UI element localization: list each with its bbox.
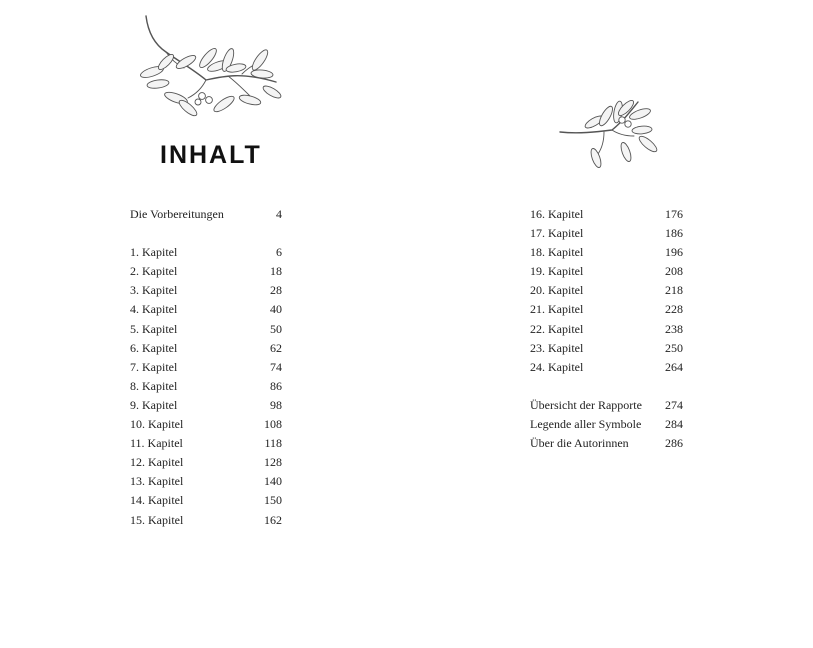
toc-entry-page: 128 [264, 455, 282, 470]
toc-entry-page: 98 [270, 397, 282, 412]
toc-entry-page: 176 [665, 207, 683, 221]
toc-entry[interactable] [130, 492, 282, 511]
toc-left-column [130, 206, 282, 531]
toc-entry-label: 12. Kapitel [130, 455, 184, 470]
toc-entry[interactable] [530, 397, 683, 416]
toc-entry-label: 16. Kapitel [530, 207, 584, 221]
toc-entry-label: 8. Kapitel [130, 378, 178, 393]
toc-entry[interactable] [130, 282, 282, 301]
toc-entry-page: 196 [665, 245, 683, 260]
toc-entry[interactable] [530, 263, 683, 282]
toc-entry-label: 9. Kapitel [130, 397, 178, 412]
toc-entry[interactable] [130, 454, 282, 473]
toc-entry-page: 6 [276, 245, 282, 260]
toc-entry[interactable] [130, 340, 282, 359]
toc-entry-page: 286 [665, 436, 683, 451]
toc-entry[interactable] [530, 225, 683, 244]
toc-entry[interactable] [530, 359, 683, 378]
toc-entry-page: 4 [276, 207, 282, 221]
toc-entry[interactable] [130, 206, 282, 225]
toc-entry-label: 11. Kapitel [130, 436, 183, 451]
toc-entry-label: 10. Kapitel [130, 417, 184, 432]
mistletoe-icon [560, 92, 664, 176]
toc-entry-label: 6. Kapitel [130, 340, 178, 355]
toc-entry-label: Legende aller Symbole [530, 417, 642, 432]
toc-entry[interactable] [130, 359, 282, 378]
toc-entry[interactable] [130, 321, 282, 340]
toc-entry-page: 118 [264, 436, 282, 451]
toc-entry-label: 7. Kapitel [130, 359, 178, 374]
toc-entry-label: 24. Kapitel [530, 359, 584, 374]
toc-entry[interactable] [130, 473, 282, 492]
toc-entry[interactable] [530, 244, 683, 263]
toc-entry-page: 218 [665, 283, 683, 298]
toc-entry-label: 17. Kapitel [530, 226, 584, 241]
toc-entry[interactable] [130, 512, 282, 531]
toc-entry-page: 18 [270, 264, 282, 279]
toc-entry-label: 19. Kapitel [530, 264, 584, 279]
toc-entry-page: 264 [665, 359, 683, 374]
toc-entry-label: 20. Kapitel [530, 283, 584, 298]
toc-entry-page: 86 [270, 378, 282, 393]
toc-entry-page: 162 [264, 512, 282, 527]
toc-entry[interactable] [130, 263, 282, 282]
toc-entry-page: 140 [264, 474, 282, 489]
page-title: INHALT [160, 141, 262, 169]
toc-entry-label: 15. Kapitel [130, 512, 184, 527]
toc-entry-label: 23. Kapitel [530, 340, 584, 355]
toc-entry-page: 238 [665, 321, 683, 336]
toc-entry[interactable] [130, 397, 282, 416]
toc-entry-page: 228 [665, 302, 683, 317]
toc-entry-page: 250 [665, 340, 683, 355]
toc-entry-page: 284 [665, 417, 683, 432]
toc-entry[interactable] [530, 206, 683, 225]
toc-entry-label: 13. Kapitel [130, 474, 184, 489]
toc-entry[interactable] [530, 282, 683, 301]
left-page [0, 0, 406, 648]
toc-entry-page: 50 [270, 321, 282, 336]
toc-entry-label: Über die Autorinnen [530, 436, 629, 451]
mistletoe-icon [132, 12, 282, 124]
toc-entry-page: 108 [264, 417, 282, 432]
toc-entry-label: 3. Kapitel [130, 283, 178, 298]
toc-entry[interactable] [130, 416, 282, 435]
toc-right-column [530, 206, 683, 454]
toc-entry[interactable] [530, 340, 683, 359]
toc-entry-page: 40 [270, 302, 282, 317]
toc-entry-label: 5. Kapitel [130, 321, 178, 336]
toc-entry-page: 186 [665, 226, 683, 241]
toc-entry-label: Übersicht der Rapporte [530, 397, 642, 412]
toc-entry[interactable] [130, 301, 282, 320]
toc-entry[interactable] [530, 301, 683, 320]
toc-entry-label: 4. Kapitel [130, 302, 178, 317]
toc-entry-label: 1. Kapitel [130, 245, 178, 260]
toc-entry-page: 150 [264, 493, 282, 508]
toc-entry-page: 274 [665, 397, 683, 412]
toc-entry-label: 18. Kapitel [530, 245, 584, 260]
toc-entry-label: Die Vorbereitungen [130, 207, 224, 221]
toc-entry-page: 74 [270, 359, 282, 374]
toc-entry[interactable] [530, 416, 683, 435]
right-page [406, 0, 813, 648]
toc-entry-label: 2. Kapitel [130, 264, 178, 279]
toc-entry-label: 14. Kapitel [130, 493, 184, 508]
toc-entry-label: 21. Kapitel [530, 302, 584, 317]
toc-entry[interactable] [530, 435, 683, 454]
toc-entry[interactable] [130, 378, 282, 397]
toc-entry-page: 28 [270, 283, 282, 298]
toc-entry[interactable] [130, 435, 282, 454]
toc-entry[interactable] [130, 244, 282, 263]
toc-spacer [530, 378, 683, 397]
toc-entry-page: 208 [665, 264, 683, 279]
toc-entry[interactable] [530, 321, 683, 340]
toc-entry-page: 62 [270, 340, 282, 355]
toc-spacer [130, 225, 282, 244]
toc-entry-label: 22. Kapitel [530, 321, 584, 336]
